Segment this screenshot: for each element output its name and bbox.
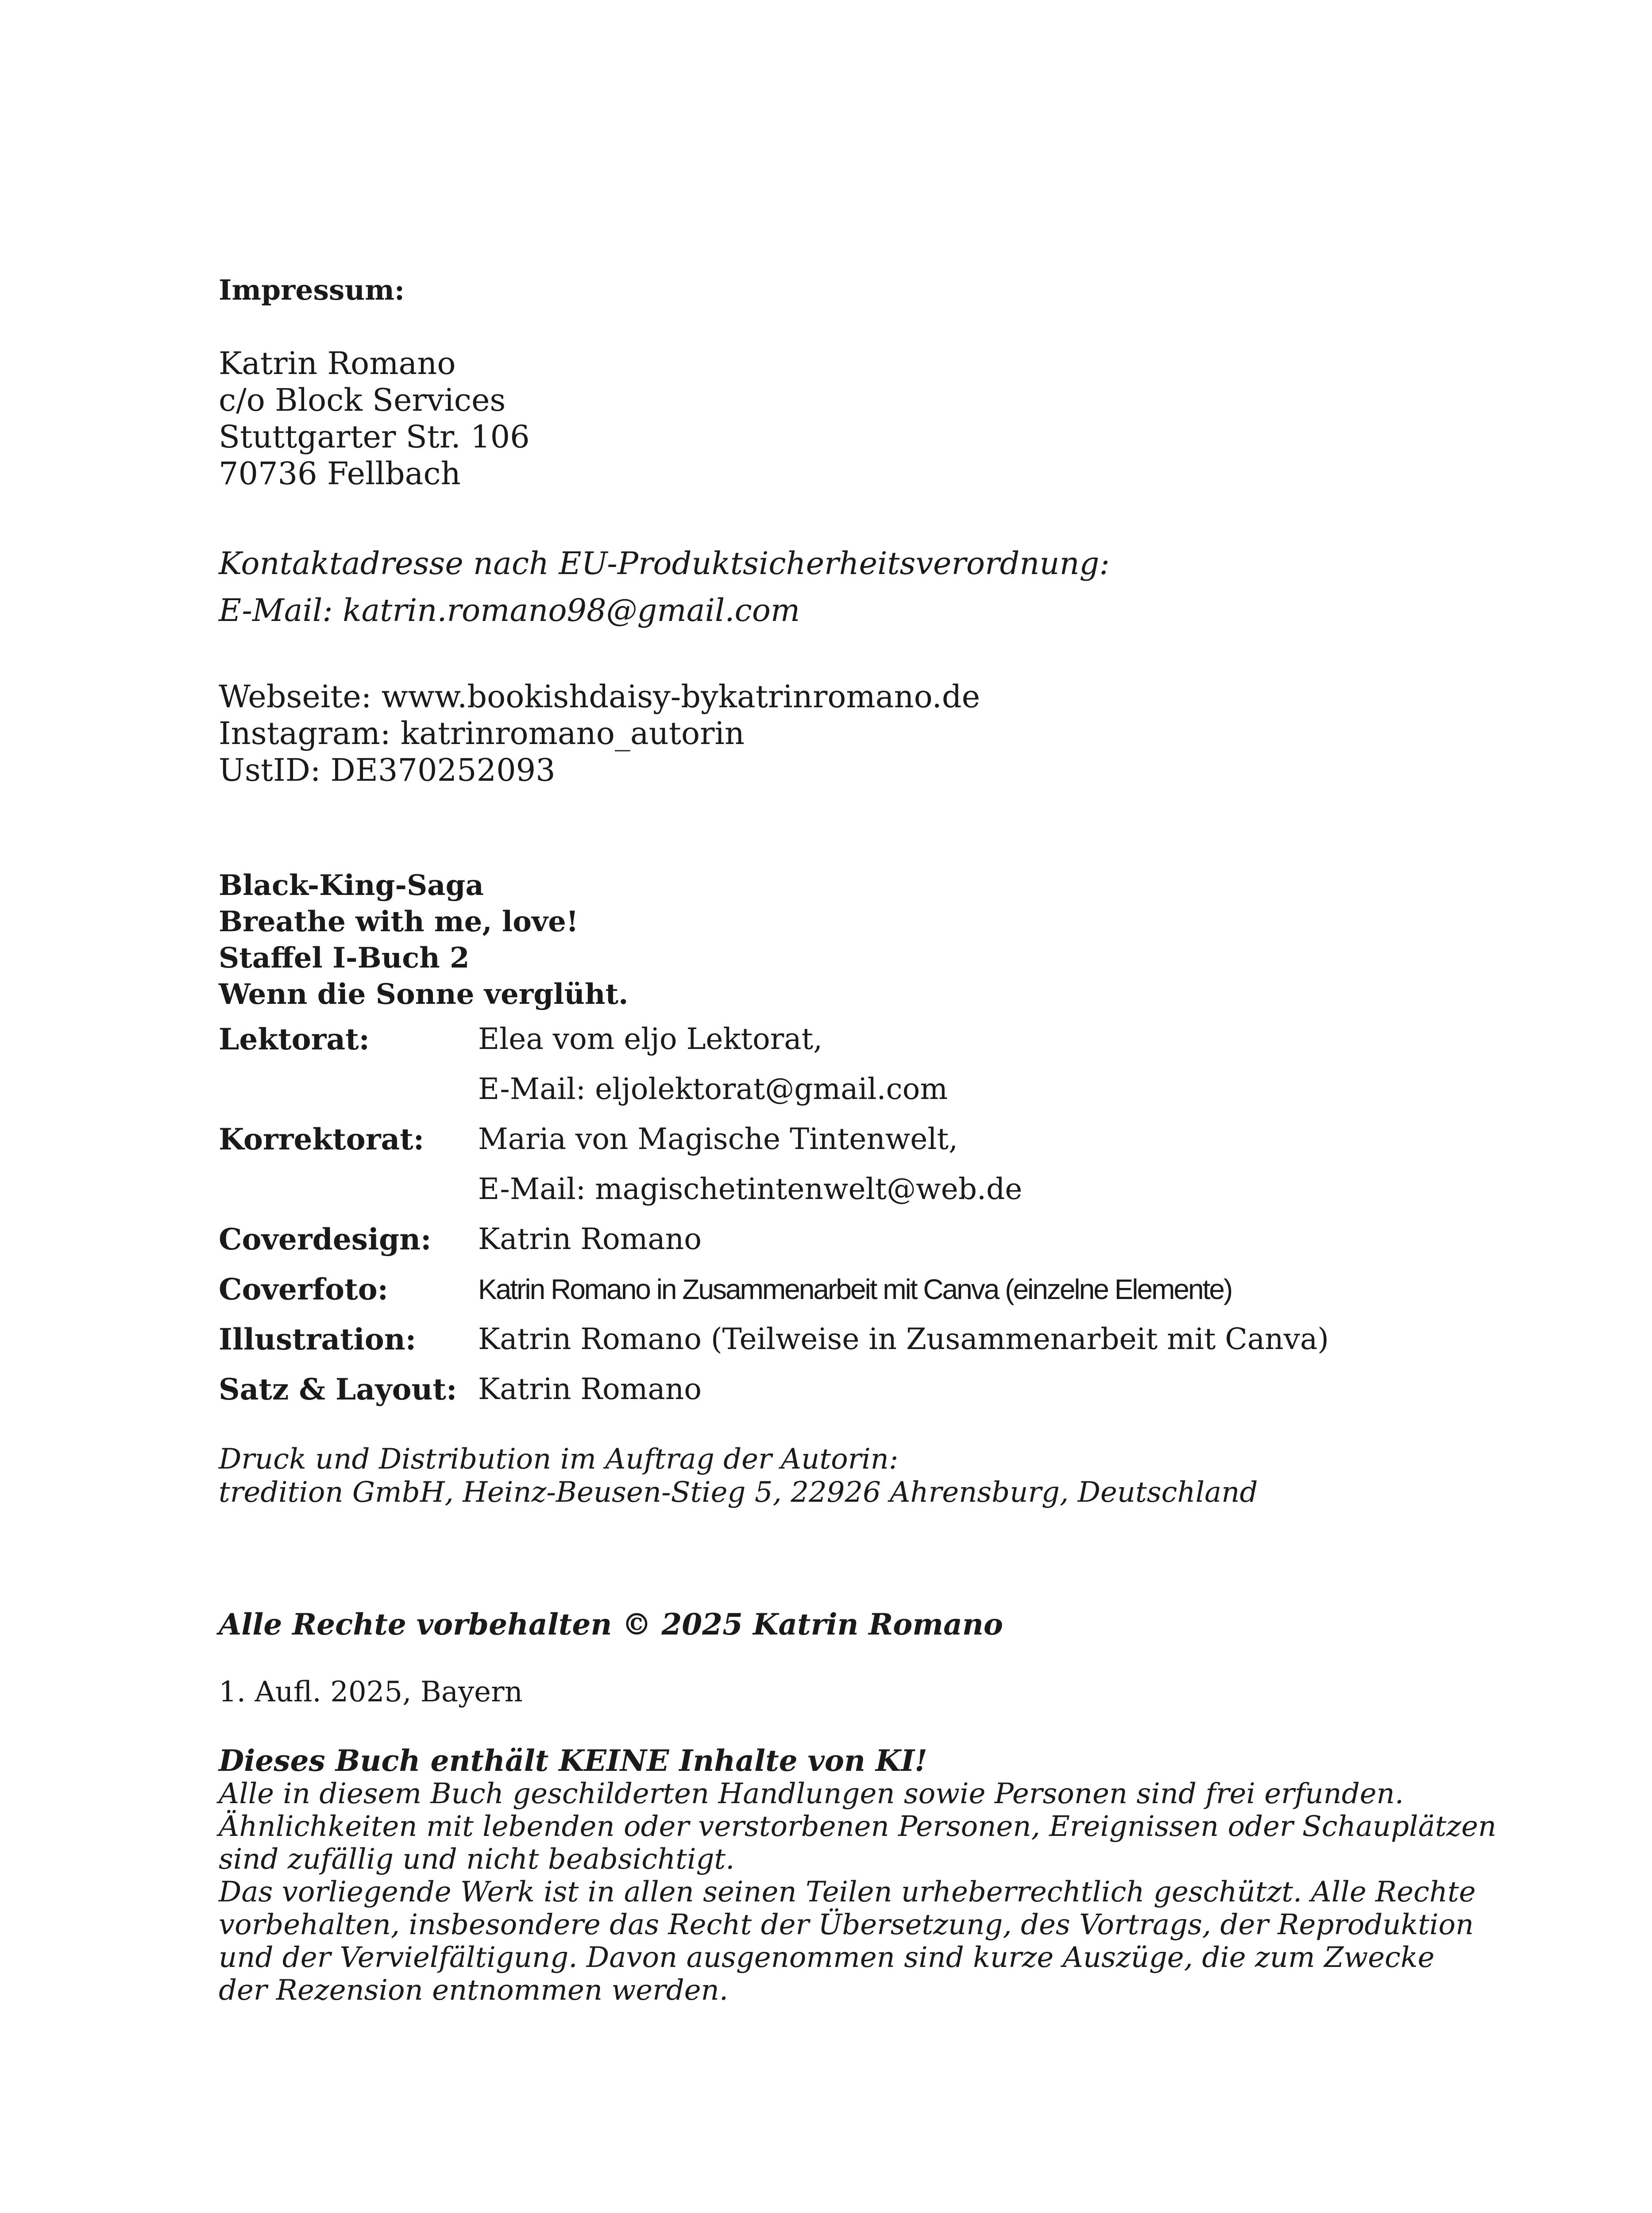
credit-value: Katrin Romano (478, 1222, 702, 1256)
notice-line: Ähnlichkeiten mit lebenden oder verstorbenen Personen, Ereignissen oder Schauplätzen (219, 1810, 1497, 1843)
credit-value: E-Mail: magischetintenwelt@web.de (478, 1172, 1023, 1206)
series-title: Black-King-Saga (219, 869, 484, 902)
website-line: Webseite: www.bookishdaisy-bykatrinromano.de (219, 679, 980, 715)
credit-label: Illustration: (219, 1322, 417, 1357)
distribution-address: tredition GmbH, Heinz-Beusen-Stieg 5, 22926 Ahrensburg, Deutschland (219, 1476, 1258, 1509)
credit-value: Katrin Romano (Teilweise in Zusammenarbeit mit Canva) (478, 1322, 1329, 1356)
book-subtitle: Wenn die Sonne verglüht. (219, 978, 629, 1011)
credit-value: E-Mail: eljolektorat@gmail.com (478, 1072, 948, 1106)
address-block (219, 345, 530, 492)
notice-line: und der Vervielfältigung. Davon ausgenommen sind kurze Auszüge, die zum Zwecke (219, 1941, 1435, 1974)
address-line: 70736 Fellbach (219, 455, 461, 492)
edition-line: 1. Aufl. 2025, Bayern (219, 1676, 523, 1708)
contact-label: Kontaktadresse nach EU-Produktsicherheitsverordnung: (219, 545, 1110, 582)
book-title-block (219, 867, 628, 1013)
impressum-heading: Impressum: (219, 274, 405, 306)
distribution-block (219, 1443, 1258, 1509)
credit-label: Coverdesign: (219, 1222, 432, 1257)
credit-label: Lektorat: (219, 1022, 370, 1056)
credit-label: Satz & Layout: (219, 1372, 457, 1407)
address-line: Stuttgarter Str. 106 (219, 419, 530, 455)
notice-line: sind zufällig und nicht beabsichtigt. (219, 1843, 735, 1876)
address-line: c/o Block Services (219, 382, 506, 418)
credit-label: Coverfoto: (219, 1272, 388, 1307)
notice-line: der Rezension entnommen werden. (219, 1974, 729, 2007)
contact-block (219, 540, 1110, 634)
contact-email: E-Mail: katrin.romano98@gmail.com (219, 592, 800, 628)
ustid-line: UstID: DE370252093 (219, 752, 556, 788)
distribution-label: Druck und Distribution im Auftrag der Autorin: (219, 1443, 899, 1476)
notice-title: Dieses Buch enthält KEINE Inhalte von KI! (219, 1743, 928, 1778)
copyright-line: Alle Rechte vorbehalten © 2025 Katrin Romano (219, 1607, 1003, 1642)
notice-line: Das vorliegende Werk ist in allen seinen Teilen urheberrechtlich geschützt. Alle Rechte (219, 1876, 1476, 1908)
notice-line: vorbehalten, insbesondere das Recht der Übersetzung, des Vortrags, der Reproduktion (219, 1908, 1474, 1941)
credit-value: Maria von Magische Tintenwelt, (478, 1122, 958, 1156)
credit-value: Elea vom eljo Lektorat, (478, 1022, 823, 1056)
book-title: Breathe with me, love! (219, 905, 579, 938)
credit-value: Katrin Romano in Zusammenarbeit mit Canva (einzelne Elemente) (478, 1273, 1232, 1305)
notice-block (219, 1744, 1496, 2007)
address-line: Katrin Romano (219, 345, 456, 382)
instagram-line: Instagram: katrinromano_autorin (219, 715, 745, 752)
credit-value: Katrin Romano (478, 1372, 702, 1406)
links-block (219, 679, 980, 789)
credit-label: Korrektorat: (219, 1122, 425, 1157)
season-volume: Staffel I-Buch 2 (219, 941, 470, 975)
notice-line: Alle in diesem Buch geschilderten Handlungen sowie Personen sind frei erfunden. (219, 1777, 1404, 1810)
